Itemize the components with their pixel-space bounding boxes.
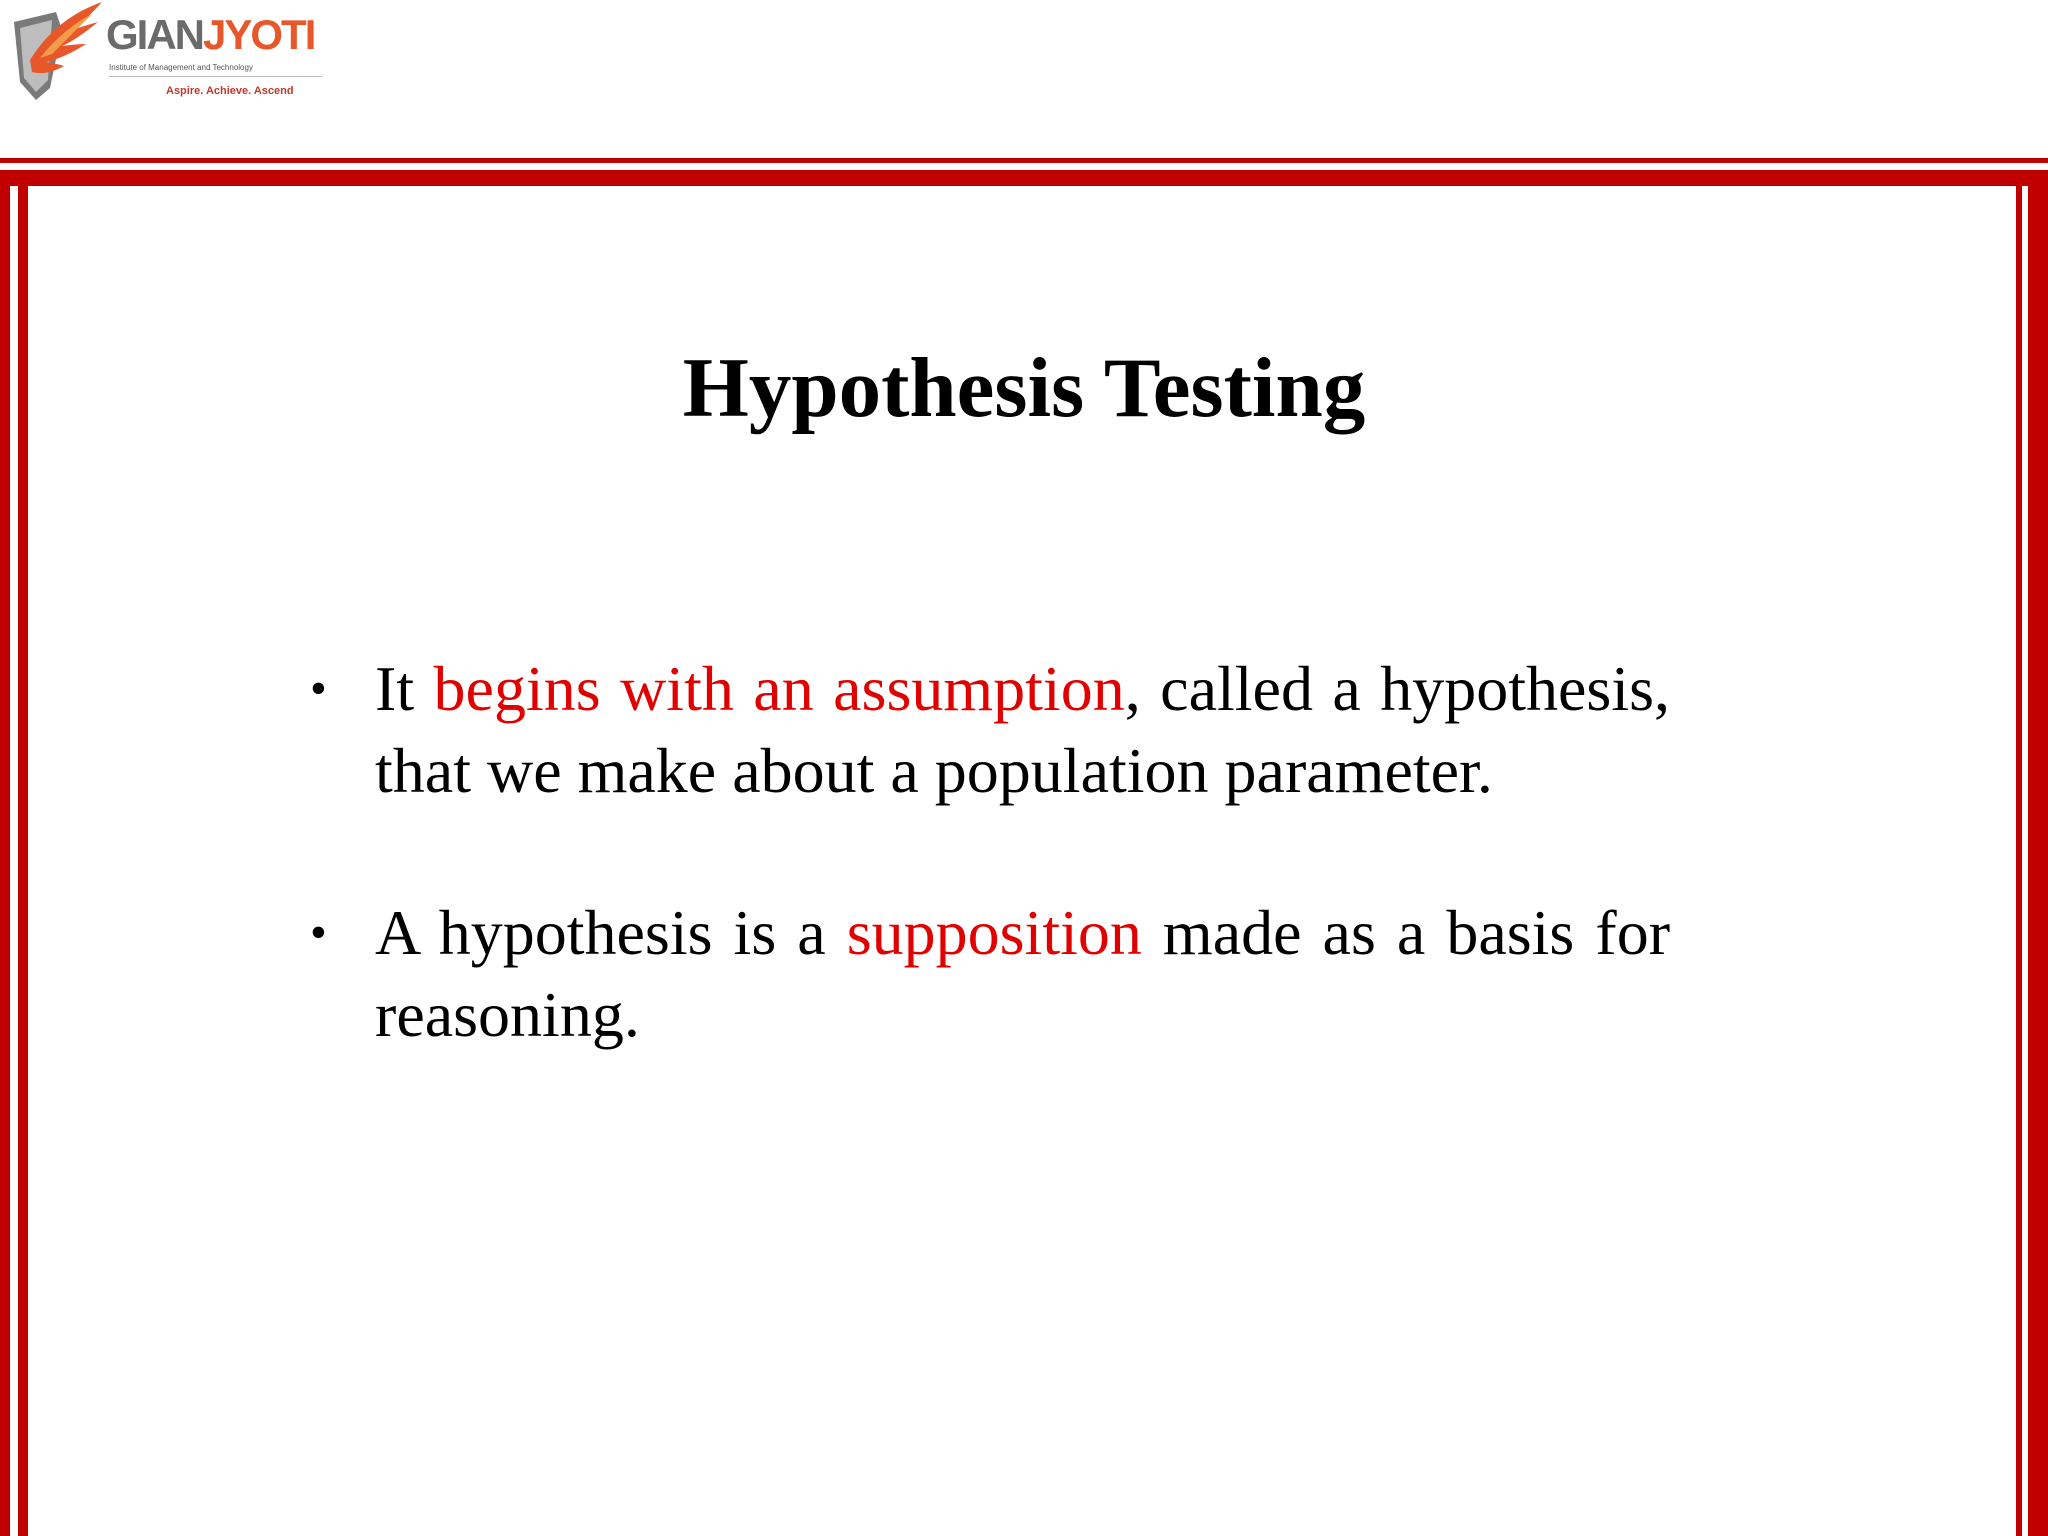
frame-top-thick-rule [0,170,2048,186]
bullet-list [300,648,1670,1136]
bullet-highlight: supposition [846,897,1142,968]
bullet-text: A hypothesis is a [375,897,847,968]
bullet-highlight: begins with an assumption [433,653,1125,724]
bullet-text: It [375,653,434,724]
institute-logo [6,0,326,106]
bullet-item [300,648,1670,812]
shield-wing-icon [6,0,106,106]
bullet-item [300,892,1670,1056]
slide-title: Hypothesis Testing [682,341,1366,435]
logo-wordmark: GIANJYOTI [106,11,315,58]
logo-tagline: Aspire. Achieve. Ascend [166,85,294,97]
frame-top-thin-rule [0,158,2048,163]
bullet-text: made as a basis for reasoning. [375,897,1671,1050]
bullet-marker: • [310,906,327,959]
bullet-marker: • [310,662,327,715]
logo-subtitle: Institute of Management and Technology [109,63,253,72]
bullet-text: , called a hypothesis, that we make about a population parameter. [375,653,1671,806]
logo-divider [109,76,322,77]
